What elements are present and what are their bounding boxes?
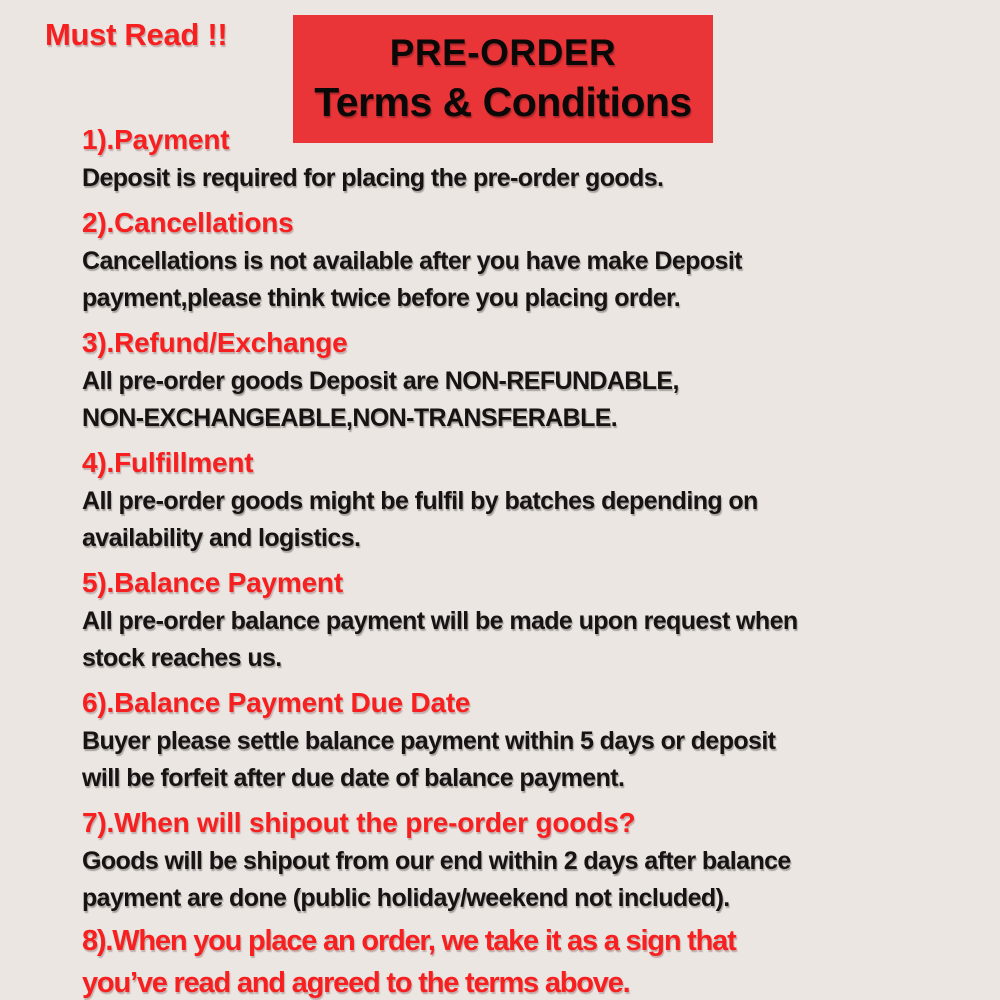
term-body — [82, 603, 992, 677]
term-body-line: NON-EXCHANGEABLE,NON-TRANSFERABLE. — [82, 404, 618, 432]
term-body — [82, 160, 992, 197]
term-body — [82, 363, 992, 437]
term-body-line: All pre-order goods might be fulfil by batches depending on — [82, 487, 758, 515]
term-body — [82, 843, 992, 917]
term-heading — [82, 443, 992, 483]
term-section — [82, 323, 992, 437]
term-heading-line: 6).Balance Payment Due Date — [82, 687, 471, 718]
term-heading — [82, 120, 992, 160]
term-heading-line: 2).Cancellations — [82, 207, 294, 238]
term-heading — [82, 203, 992, 243]
term-body-line: payment,please think twice before you placing order. — [82, 284, 681, 312]
term-heading — [82, 803, 992, 843]
term-body-line: will be forfeit after due date of balance payment. — [82, 764, 625, 792]
term-body — [82, 723, 992, 797]
term-body-line: availability and logistics. — [82, 524, 361, 552]
term-body-line: All pre-order goods Deposit are NON-REFUNDABLE, — [82, 367, 679, 395]
poster-title: PRE-ORDER — [389, 32, 617, 74]
term-heading — [82, 683, 992, 723]
term-body — [82, 483, 992, 557]
term-heading-line: 8).When you place an order, we take it as a sign that — [82, 925, 736, 957]
term-body-line: payment are done (public holiday/weekend not included). — [82, 884, 730, 912]
term-section — [82, 120, 992, 197]
term-heading-line: 1).Payment — [82, 124, 230, 155]
term-section — [82, 563, 992, 677]
term-section — [82, 683, 992, 797]
term-body-line: Buyer please settle balance payment within 5 days or deposit — [82, 727, 776, 755]
term-body — [82, 243, 992, 317]
term-section — [82, 803, 992, 917]
term-section — [82, 443, 992, 557]
term-heading-line: 5).Balance Payment — [82, 567, 343, 598]
term-heading — [82, 323, 992, 363]
terms-list — [82, 120, 992, 1000]
term-body-line: All pre-order balance payment will be made upon request when — [82, 607, 798, 635]
must-read-label: Must Read !! — [45, 17, 228, 52]
term-section — [82, 920, 992, 1000]
term-heading-line: 4).Fulfillment — [82, 447, 254, 478]
term-heading-line: 7).When will shipout the pre-order goods? — [82, 807, 636, 838]
term-heading-line: 3).Refund/Exchange — [82, 327, 348, 358]
term-heading — [82, 563, 992, 603]
term-heading — [82, 920, 992, 1000]
term-section — [82, 203, 992, 317]
term-body-line: Cancellations is not available after you have make Deposit — [82, 247, 742, 275]
term-body-line: stock reaches us. — [82, 644, 282, 672]
term-heading-line: you’ve read and agreed to the terms above. — [82, 967, 630, 999]
term-body-line: Deposit is required for placing the pre-order goods. — [82, 164, 664, 192]
term-body-line: Goods will be shipout from our end within 2 days after balance — [82, 847, 791, 875]
poster-subtitle: Terms & Conditions — [314, 78, 692, 125]
